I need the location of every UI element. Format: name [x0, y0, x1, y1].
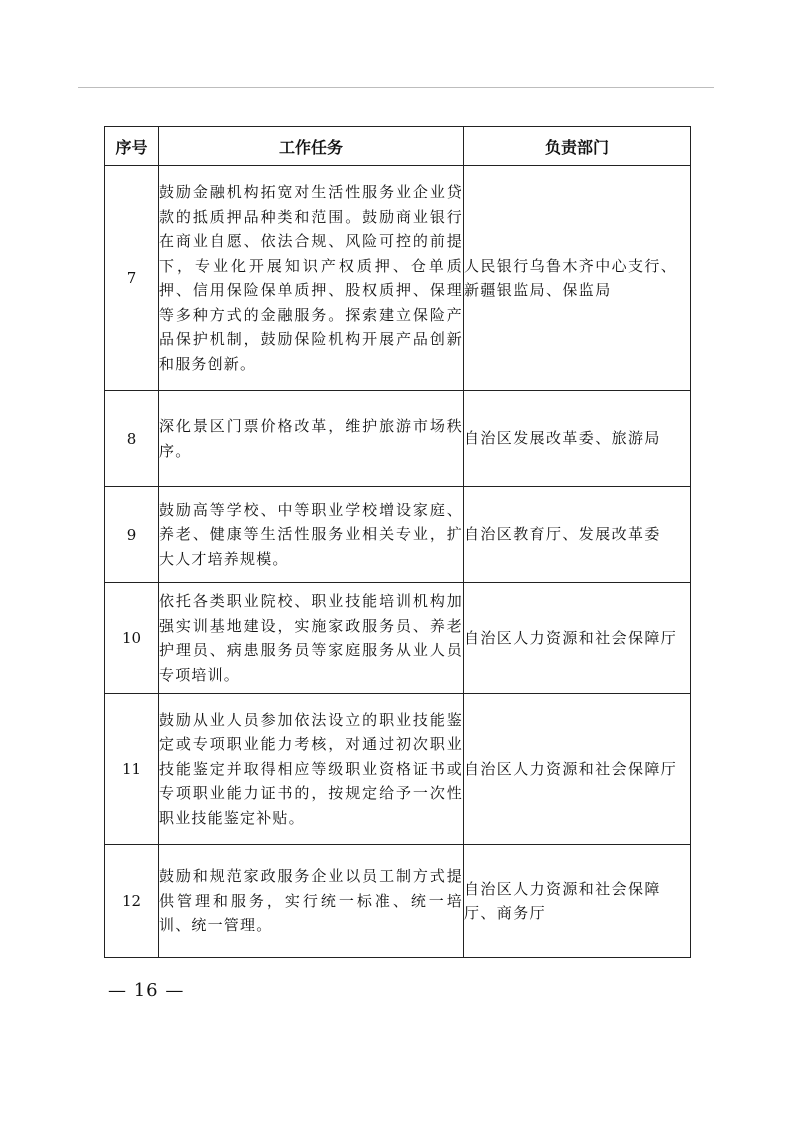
row-department: 自治区人力资源和社会保障厅、商务厅 — [464, 845, 691, 958]
row-task: 依托各类职业院校、职业技能培训机构加强实训基地建设，实施家政服务员、养老护理员、病患服务员等家庭服务从业人员专项培训。 — [159, 583, 464, 694]
table-row — [105, 487, 691, 583]
row-task: 鼓励和规范家政服务企业以员工制方式提供管理和服务，实行统一标准、统一培训、统一管理。 — [159, 845, 464, 958]
row-department: 自治区人力资源和社会保障厅 — [464, 583, 691, 694]
header-task: 工作任务 — [159, 127, 464, 166]
row-number: 11 — [105, 694, 159, 845]
row-number: 8 — [105, 391, 159, 487]
row-task: 深化景区门票价格改革，维护旅游市场秩序。 — [159, 391, 464, 487]
table-row — [105, 694, 691, 845]
row-department: 自治区发展改革委、旅游局 — [464, 391, 691, 487]
row-department: 自治区人力资源和社会保障厅 — [464, 694, 691, 845]
row-number: 7 — [105, 166, 159, 391]
table-row — [105, 845, 691, 958]
row-task: 鼓励高等学校、中等职业学校增设家庭、养老、健康等生活性服务业相关专业，扩大人才培养规模。 — [159, 487, 464, 583]
header-rule — [78, 87, 714, 88]
table-row — [105, 391, 691, 487]
row-number: 9 — [105, 487, 159, 583]
task-table — [104, 126, 691, 958]
row-department: 人民银行乌鲁木齐中心支行、新疆银监局、保监局 — [464, 166, 691, 391]
row-task: 鼓励金融机构拓宽对生活性服务业企业贷款的抵质押品种类和范围。鼓励商业银行在商业自愿、依法合规、风险可控的前提下，专业化开展知识产权质押、仓单质押、信用保险保单质押、股权质押、保理等多种方式的金融服务。探索建立保险产品保护机制，鼓励保险机构开展产品创新和服务创新。 — [159, 166, 464, 391]
page-number: — 16 — — [108, 980, 185, 1001]
row-task: 鼓励从业人员参加依法设立的职业技能鉴定或专项职业能力考核，对通过初次职业技能鉴定并取得相应等级职业资格证书或专项职业能力证书的，按规定给予一次性职业技能鉴定补贴。 — [159, 694, 464, 845]
table-row — [105, 166, 691, 391]
row-department: 自治区教育厅、发展改革委 — [464, 487, 691, 583]
table-row — [105, 583, 691, 694]
row-number: 12 — [105, 845, 159, 958]
header-number: 序号 — [105, 127, 159, 166]
header-department: 负责部门 — [464, 127, 691, 166]
row-number: 10 — [105, 583, 159, 694]
table-header-row — [105, 127, 691, 166]
